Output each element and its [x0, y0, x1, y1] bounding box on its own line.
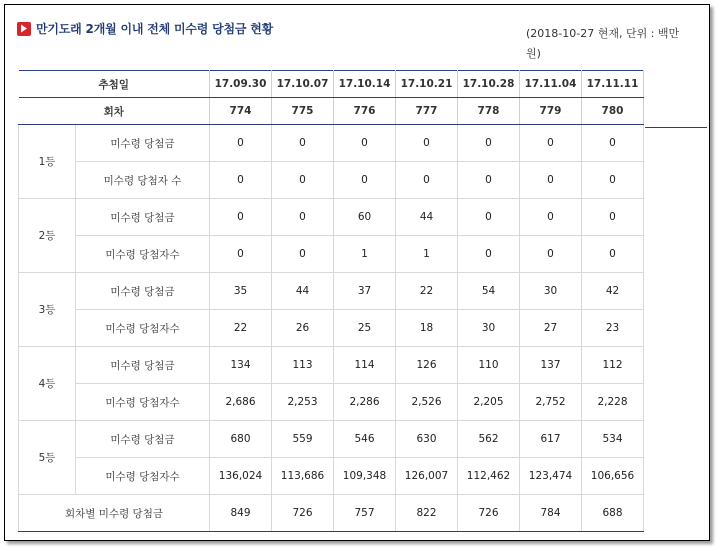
value-cell: 35: [210, 273, 272, 310]
value-cell: 0: [458, 125, 520, 162]
round-cell: 777: [396, 98, 458, 125]
panel-frame: [4, 4, 710, 541]
value-cell: 2,228: [582, 384, 644, 421]
rank-label: 3등: [19, 273, 76, 347]
value-cell: 30: [458, 310, 520, 347]
value-cell: 112,462: [458, 458, 520, 495]
value-cell: 0: [272, 236, 334, 273]
value-cell: 113,686: [272, 458, 334, 495]
value-cell: 60: [334, 199, 396, 236]
table-row: [19, 125, 644, 162]
value-cell: 0: [458, 199, 520, 236]
row-label: 미수령 당첨금: [76, 347, 210, 384]
value-cell: 110: [458, 347, 520, 384]
round-cell: 780: [582, 98, 644, 125]
value-cell: 0: [520, 162, 582, 199]
value-cell: 0: [458, 236, 520, 273]
value-cell: 18: [396, 310, 458, 347]
value-cell: 0: [272, 199, 334, 236]
value-cell: 2,253: [272, 384, 334, 421]
value-cell: 23: [582, 310, 644, 347]
row-label: 미수령 당첨자수: [76, 458, 210, 495]
date-cell: 17.09.30: [210, 71, 272, 98]
value-cell: 0: [210, 162, 272, 199]
total-value-cell: 726: [458, 495, 520, 532]
date-cell: 17.10.07: [272, 71, 334, 98]
row-label: 미수령 당첨자수: [76, 384, 210, 421]
value-cell: 25: [334, 310, 396, 347]
value-cell: 0: [396, 125, 458, 162]
value-cell: 136,024: [210, 458, 272, 495]
value-cell: 0: [520, 236, 582, 273]
row-label: 미수령 당첨금: [76, 273, 210, 310]
value-cell: 37: [334, 273, 396, 310]
value-cell: 27: [520, 310, 582, 347]
value-cell: 0: [458, 162, 520, 199]
table-row: [19, 458, 644, 495]
row-label: 미수령 당첨금: [76, 199, 210, 236]
rank-label: 5등: [19, 421, 76, 495]
title-row: [17, 20, 273, 37]
table-row: [19, 421, 644, 458]
value-cell: 0: [396, 162, 458, 199]
round-header-label: 회차: [19, 98, 210, 125]
total-label: 회차별 미수령 당첨금: [19, 495, 210, 532]
header-row-dates: [19, 71, 644, 98]
date-header-label: 추첨일: [19, 71, 210, 98]
value-cell: 134: [210, 347, 272, 384]
total-row: [19, 495, 644, 532]
value-cell: 54: [458, 273, 520, 310]
value-cell: 0: [582, 125, 644, 162]
value-cell: 137: [520, 347, 582, 384]
row-label: 미수령 당첨자수: [76, 236, 210, 273]
value-cell: 0: [272, 162, 334, 199]
value-cell: 0: [582, 162, 644, 199]
value-cell: 123,474: [520, 458, 582, 495]
value-cell: 0: [272, 125, 334, 162]
row-label: 미수령 당첨금: [76, 421, 210, 458]
value-cell: 0: [520, 125, 582, 162]
value-cell: 126: [396, 347, 458, 384]
header-row-rounds: [19, 98, 644, 125]
arrow-right-icon: [17, 22, 31, 36]
row-label: 미수령 당첨자수: [76, 310, 210, 347]
value-cell: 559: [272, 421, 334, 458]
unclaimed-prize-table: [18, 70, 644, 532]
total-value-cell: 784: [520, 495, 582, 532]
value-cell: 126,007: [396, 458, 458, 495]
value-cell: 0: [210, 199, 272, 236]
row-label: 미수령 당첨금: [76, 125, 210, 162]
value-cell: 680: [210, 421, 272, 458]
rank-label: 4등: [19, 347, 76, 421]
page-title: 만기도래 2개월 이내 전체 미수령 당첨금 현황: [36, 22, 274, 36]
value-cell: 0: [582, 199, 644, 236]
value-cell: 42: [582, 273, 644, 310]
date-cell: 17.11.04: [520, 71, 582, 98]
value-cell: 44: [272, 273, 334, 310]
value-cell: 0: [520, 199, 582, 236]
value-cell: 109,348: [334, 458, 396, 495]
row-label: 미수령 당첨자 수: [76, 162, 210, 199]
date-cell: 17.10.28: [458, 71, 520, 98]
value-cell: 112: [582, 347, 644, 384]
value-cell: 546: [334, 421, 396, 458]
total-value-cell: 688: [582, 495, 644, 532]
date-cell: 17.10.21: [396, 71, 458, 98]
total-value-cell: 757: [334, 495, 396, 532]
value-cell: 0: [334, 125, 396, 162]
value-cell: 534: [582, 421, 644, 458]
round-cell: 774: [210, 98, 272, 125]
total-value-cell: 726: [272, 495, 334, 532]
total-value-cell: 822: [396, 495, 458, 532]
table-row: [19, 273, 644, 310]
total-value-cell: 849: [210, 495, 272, 532]
rank-label: 2등: [19, 199, 76, 273]
value-cell: 22: [210, 310, 272, 347]
round-cell: 776: [334, 98, 396, 125]
value-cell: 0: [582, 236, 644, 273]
table-row: [19, 384, 644, 421]
value-cell: 630: [396, 421, 458, 458]
value-cell: 106,656: [582, 458, 644, 495]
value-cell: 0: [210, 125, 272, 162]
value-cell: 2,686: [210, 384, 272, 421]
value-cell: 2,205: [458, 384, 520, 421]
value-cell: 0: [210, 236, 272, 273]
table-row: [19, 347, 644, 384]
value-cell: 1: [334, 236, 396, 273]
value-cell: 113: [272, 347, 334, 384]
value-cell: 2,752: [520, 384, 582, 421]
rank-label: 1등: [19, 125, 76, 199]
value-cell: 30: [520, 273, 582, 310]
value-cell: 0: [334, 162, 396, 199]
value-cell: 2,286: [334, 384, 396, 421]
header-rule: [645, 127, 707, 128]
value-cell: 617: [520, 421, 582, 458]
value-cell: 22: [396, 273, 458, 310]
date-cell: 17.10.14: [334, 71, 396, 98]
value-cell: 114: [334, 347, 396, 384]
round-cell: 775: [272, 98, 334, 125]
value-cell: 562: [458, 421, 520, 458]
date-cell: 17.11.11: [582, 71, 644, 98]
value-cell: 26: [272, 310, 334, 347]
round-cell: 778: [458, 98, 520, 125]
unit-note: (2018-10-27 현재, 단위 : 백만원): [526, 27, 680, 60]
value-cell: 44: [396, 199, 458, 236]
table-row: [19, 310, 644, 347]
table-row: [19, 199, 644, 236]
table-row: [19, 162, 644, 199]
table-row: [19, 236, 644, 273]
value-cell: 2,526: [396, 384, 458, 421]
value-cell: 1: [396, 236, 458, 273]
round-cell: 779: [520, 98, 582, 125]
